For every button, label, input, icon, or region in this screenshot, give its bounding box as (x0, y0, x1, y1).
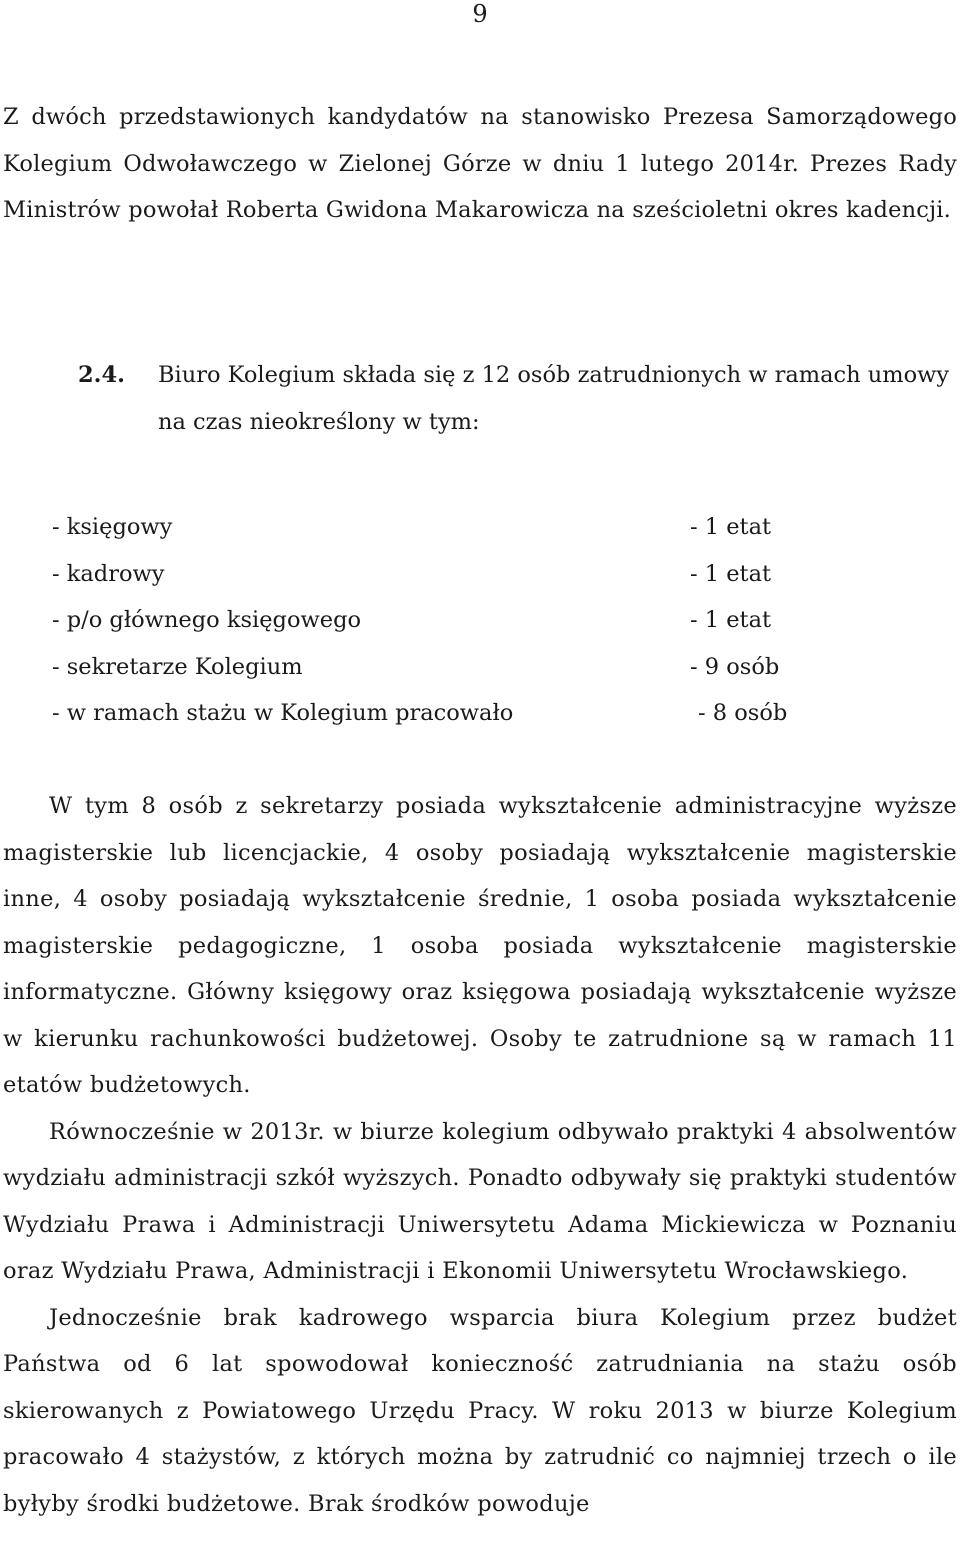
list-item (52, 690, 812, 737)
paragraph-staffing: Jednocześnie brak kadrowego wsparcia biura Kolegium przez budżet Państwa od 6 lat spowodował konieczność zatrudniania na stażu osób skierowanych z Powiatowego Urzędu Pracy. W roku 2013 w biurze Kolegium pracowało 4 stażystów, z których można by zatrudnić co najmniej trzech o ile byłyby środki budżetowe. Brak środków powoduje (3, 1304, 957, 1517)
staff-role: - sekretarze Kolegium (52, 653, 303, 680)
section-number: 2.4. (78, 362, 125, 388)
list-item (52, 504, 812, 551)
staff-count: - 9 osób (690, 653, 780, 680)
section-2-4 (72, 352, 957, 445)
list-item (52, 644, 812, 691)
staff-count: - 1 etat (690, 514, 772, 540)
staff-role: - w ramach stażu w Kolegium pracowało (52, 700, 514, 726)
intro-paragraph: Z dwóch przedstawionych kandydatów na stanowisko Prezesa Samorządowego Kolegium Odwoławczego w Zielonej Górze w dniu 1 lutego 2014r. Prezes Rady Ministrów powołał Roberta Gwidona Makarowicza na sześcioletni okres kadencji. (3, 104, 957, 223)
paragraph-education: W tym 8 osób z sekretarzy posiada wykształcenie administracyjne wyższe magisterskie lub licencjackie, 4 osoby posiadają wykształcenie magisterskie inne, 4 osoby posiadają wykształcenie średnie, 1 osoba posiada wykształcenie magisterskie pedagogiczne, 1 osoba posiada wykształcenie magisterskie informatyczne. Główny księgowy oraz księgowa posiadają wykształcenie wyższe w kierunku rachunkowości budżetowej. Osoby te zatrudnione są w ramach 11 etatów budżetowych. (3, 793, 957, 1098)
staff-count: - 1 etat (690, 560, 772, 587)
staff-count: - 1 etat (690, 607, 772, 633)
body-text (3, 783, 957, 1527)
list-item (52, 551, 812, 598)
staff-count: - 8 osób (698, 700, 788, 726)
staff-role: - kadrowy (52, 560, 165, 587)
section-text: Biuro Kolegium składa się z 12 osób zatrudnionych w ramach umowy na czas nieokreślony w tym: (158, 362, 950, 435)
staff-list (52, 504, 812, 737)
page-number: 9 (472, 0, 488, 28)
list-item (52, 597, 812, 644)
staff-role: - p/o głównego księgowego (52, 607, 362, 633)
paragraph-internships: Równocześnie w 2013r. w biurze kolegium odbywało praktyki 4 absolwentów wydziału administracji szkół wyższych. Ponadto odbywały się praktyki studentów Wydziału Prawa i Administracji Uniwersytetu Adama Mickiewicza w Poznaniu oraz Wydziału Prawa, Administracji i Ekonomii Uniwersytetu Wrocławskiego. (3, 1118, 957, 1284)
staff-role: - księgowy (52, 514, 173, 540)
